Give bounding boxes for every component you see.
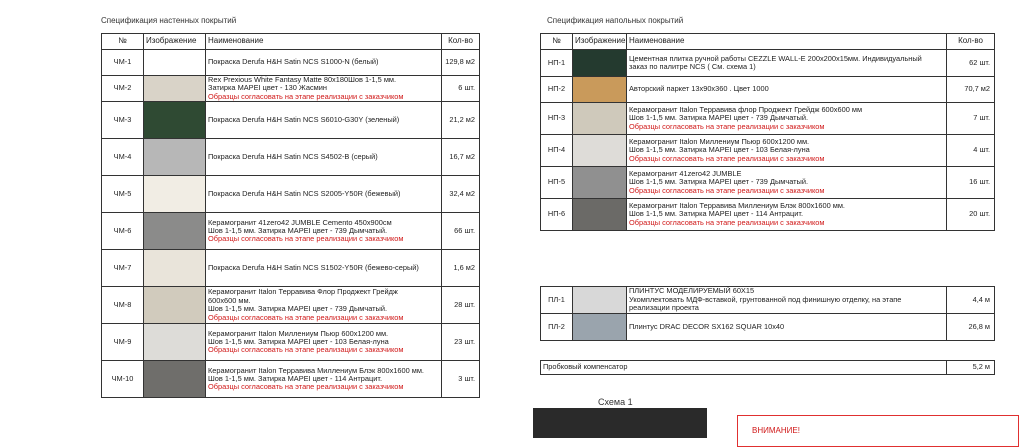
table-row xyxy=(541,103,995,135)
row-number: ЧМ-7 xyxy=(102,250,144,287)
row-description xyxy=(627,103,947,135)
description-line: Покраска Derufa H&H Satin NCS S4502-B (серый) xyxy=(208,152,378,162)
row-quantity: 4 шт. xyxy=(947,135,995,167)
table-row xyxy=(541,50,995,77)
material-swatch xyxy=(144,287,206,324)
row-quantity: 23 шт. xyxy=(442,324,480,361)
material-swatch xyxy=(573,50,627,77)
row-description xyxy=(206,76,442,102)
material-swatch xyxy=(573,103,627,135)
row-quantity: 26,8 м xyxy=(947,314,995,341)
approval-note: Образцы согласовать на этапе реализации с заказчиком xyxy=(629,153,825,163)
material-swatch xyxy=(144,250,206,287)
table-row xyxy=(541,135,995,167)
description-line: Шов 1-1,5 мм. Затирка MAPEI цвет - 739 Дымчатый. xyxy=(629,113,809,123)
description-line: Шов 1-1,5 мм. Затирка MAPEI цвет - 739 Дымчатый. xyxy=(208,226,388,236)
row-quantity: 7 шт. xyxy=(947,103,995,135)
material-swatch xyxy=(573,287,627,314)
description-line: Шов 1-1,5 мм. Затирка MAPEI цвет - 103 Белая-луна xyxy=(208,337,389,347)
material-swatch xyxy=(573,135,627,167)
row-description xyxy=(206,50,442,76)
table-row xyxy=(541,287,995,314)
material-swatch xyxy=(144,361,206,398)
wall-spec-table xyxy=(101,33,480,398)
row-quantity: 20 шт. xyxy=(947,199,995,231)
description-line: Керамогранит Italon Терравива Миллениум Блэк 800х1600 мм. xyxy=(629,200,845,210)
approval-note: Образцы согласовать на этапе реализации с заказчиком xyxy=(208,312,404,322)
row-description xyxy=(206,250,442,287)
row-number: ЧМ-6 xyxy=(102,213,144,250)
row-quantity: 66 шт. xyxy=(442,213,480,250)
row-description xyxy=(206,102,442,139)
row-quantity: 32,4 м2 xyxy=(442,176,480,213)
table-row xyxy=(541,199,995,231)
table-row xyxy=(102,213,480,250)
row-number: ПЛ-2 xyxy=(541,314,573,341)
table-row xyxy=(102,324,480,361)
description-line: Укомплектовать МДФ-вставкой, грунтованной под финишную отделку, на этапе xyxy=(629,294,902,304)
row-number: НП-5 xyxy=(541,167,573,199)
row-description xyxy=(627,135,947,167)
approval-note: Образцы согласовать на этапе реализации с заказчиком xyxy=(629,121,825,131)
row-description xyxy=(627,50,947,77)
description-line: Покраска Derufa H&H Satin NCS S6010-G30Y (зеленый) xyxy=(208,115,400,125)
row-number: ЧМ-2 xyxy=(102,76,144,102)
approval-note: Образцы согласовать на этапе реализации с заказчиком xyxy=(208,345,404,355)
table-row xyxy=(102,176,480,213)
material-swatch xyxy=(144,76,206,102)
row-quantity: 16,7 м2 xyxy=(442,139,480,176)
scheme-label: Схема 1 xyxy=(598,397,633,407)
table-header xyxy=(541,34,995,50)
floor-spec-table xyxy=(540,33,995,231)
approval-note: Образцы согласовать на этапе реализации с заказчиком xyxy=(629,185,825,195)
row-number: ЧМ-10 xyxy=(102,361,144,398)
row-quantity: 3 шт. xyxy=(442,361,480,398)
description-line: Шов 1-1,5 мм. Затирка MAPEI цвет - 739 Дымчатый. xyxy=(629,177,809,187)
row-quantity: 28 шт. xyxy=(442,287,480,324)
cork-label: Пробковый компенсатор xyxy=(541,361,947,375)
table-row xyxy=(102,76,480,102)
description-line: Керамогранит 41zero42 JUMBLE xyxy=(629,168,742,178)
row-quantity: 21,2 м2 xyxy=(442,102,480,139)
row-number: НП-1 xyxy=(541,50,573,77)
description-line: заказ по палитре NCS ( См. схема 1) xyxy=(629,62,756,71)
description-line: 600х600 мм. xyxy=(208,295,251,305)
row-quantity: 70,7 м2 xyxy=(947,77,995,103)
row-number: НП-6 xyxy=(541,199,573,231)
row-quantity: 16 шт. xyxy=(947,167,995,199)
row-description xyxy=(206,139,442,176)
material-swatch xyxy=(144,102,206,139)
row-description xyxy=(206,287,442,324)
description-line: Плинтус DRAC DECOR SX162 SQUAR 10x40 xyxy=(629,321,785,331)
col-image: Изображение xyxy=(144,34,206,50)
table-row xyxy=(541,167,995,199)
row-number: ЧМ-1 xyxy=(102,50,144,76)
material-swatch xyxy=(573,199,627,231)
row-number: ЧМ-8 xyxy=(102,287,144,324)
description-line: Керамогранит 41zero42 JUMBLE Cemento 450х900см xyxy=(208,217,392,227)
table-row xyxy=(102,102,480,139)
cork-qty: 5,2 м xyxy=(947,361,995,375)
notice-text: ВНИМАНИЕ! xyxy=(752,426,800,435)
row-quantity: 129,8 м2 xyxy=(442,50,480,76)
col-number: № xyxy=(541,34,573,50)
description-line: Шов 1-1,5 мм. Затирка MAPEI цвет - 114 Антрацит. xyxy=(629,209,804,219)
material-swatch xyxy=(144,139,206,176)
table-row xyxy=(102,287,480,324)
table-row xyxy=(541,361,995,375)
col-name: Наименование xyxy=(627,34,947,50)
table-row xyxy=(541,77,995,103)
row-description xyxy=(627,314,947,341)
plinth-spec-table xyxy=(540,286,995,341)
row-description xyxy=(627,287,947,314)
floor-spec-title: Спецификация напольных покрытий xyxy=(547,16,684,25)
col-image: Изображение xyxy=(573,34,627,50)
table-header xyxy=(102,34,480,50)
approval-note: Образцы согласовать на этапе реализации с заказчиком xyxy=(208,382,404,392)
description-line: Шов 1-1,5 мм. Затирка MAPEI цвет - 739 Дымчатый. xyxy=(208,304,388,314)
cork-table xyxy=(540,360,995,375)
approval-note: Образцы согласовать на этапе реализации с заказчиком xyxy=(208,91,404,101)
description-line: Шов 1-1,5 мм. Затирка MAPEI цвет - 114 Антрацит. xyxy=(208,374,383,384)
row-description xyxy=(206,213,442,250)
description-line: Керамогранит Italon Миллениум Пьюр 600х1200 мм. xyxy=(629,136,810,146)
col-qty: Кол-во xyxy=(442,34,480,50)
description-line: Покраска Derufa H&H Satin NCS S2005-Y50R (бежевый) xyxy=(208,189,401,199)
col-name: Наименование xyxy=(206,34,442,50)
description-line: Авторский паркет 13х90х360 . Цвет 1000 xyxy=(629,84,769,94)
row-quantity: 62 шт. xyxy=(947,50,995,77)
wall-spec-title: Спецификация настенных покрытий xyxy=(101,16,237,25)
row-description xyxy=(627,77,947,103)
row-quantity: 4,4 м xyxy=(947,287,995,314)
row-number: ЧМ-5 xyxy=(102,176,144,213)
description-line: Цементная плитка ручной работы CEZZLE WALL-E 200х200х15мм. Индивидуальный xyxy=(629,53,922,63)
description-line: реализации проекта xyxy=(629,303,699,313)
material-swatch xyxy=(573,314,627,341)
row-number: ЧМ-3 xyxy=(102,102,144,139)
description-line: Керамогранит Italon Терравива Миллениум Блэк 800х1600 мм. xyxy=(208,365,424,375)
description-line: Керамогранит Italon Терравива Флор Проджект Грейдж xyxy=(208,287,398,297)
row-quantity: 1,6 м2 xyxy=(442,250,480,287)
material-swatch xyxy=(144,213,206,250)
material-swatch xyxy=(144,324,206,361)
approval-note: Образцы согласовать на этапе реализации с заказчиком xyxy=(208,234,404,244)
material-swatch xyxy=(573,167,627,199)
table-row xyxy=(102,139,480,176)
scheme-image xyxy=(533,408,707,438)
col-number: № xyxy=(102,34,144,50)
row-description xyxy=(206,361,442,398)
approval-note: Образцы согласовать на этапе реализации с заказчиком xyxy=(629,217,825,227)
material-swatch xyxy=(144,176,206,213)
description-line: Затирка MAPEI цвет - 130 Жасмин xyxy=(208,83,327,93)
row-number: НП-2 xyxy=(541,77,573,103)
row-quantity: 6 шт. xyxy=(442,76,480,102)
row-description xyxy=(206,176,442,213)
material-swatch xyxy=(573,77,627,103)
table-row xyxy=(102,250,480,287)
description-line: Керамогранит Italon Миллениум Пьюр 600х1200 мм. xyxy=(208,328,389,338)
row-number: ЧМ-4 xyxy=(102,139,144,176)
description-line: Rex Prexious White Fantasy Matte 80х180Шов 1-1,5 мм. xyxy=(208,75,397,84)
table-row xyxy=(102,50,480,76)
notice-box xyxy=(737,415,1019,447)
row-description xyxy=(206,324,442,361)
table-row xyxy=(102,361,480,398)
description-line: Шов 1-1,5 мм. Затирка MAPEI цвет - 103 Белая-луна xyxy=(629,145,810,155)
table-row xyxy=(541,314,995,341)
row-number: НП-4 xyxy=(541,135,573,167)
description-line: Покраска Derufa H&H Satin NCS S1502-Y50R (бежево-серый) xyxy=(208,263,419,273)
row-description xyxy=(627,199,947,231)
description-line: ПЛИНТУС МОДЕЛИРУЕМЫЙ 60Х15 xyxy=(629,286,755,296)
col-qty: Кол-во xyxy=(947,34,995,50)
row-number: ПЛ-1 xyxy=(541,287,573,314)
description-line: Керамогранит Italon Терравива флор Проджект Грейдж 600х600 мм xyxy=(629,104,863,114)
material-swatch xyxy=(144,50,206,76)
row-description xyxy=(627,167,947,199)
row-number: НП-3 xyxy=(541,103,573,135)
description-line: Покраска Derufa H&H Satin NCS S1000-N (белый) xyxy=(208,57,379,67)
row-number: ЧМ-9 xyxy=(102,324,144,361)
